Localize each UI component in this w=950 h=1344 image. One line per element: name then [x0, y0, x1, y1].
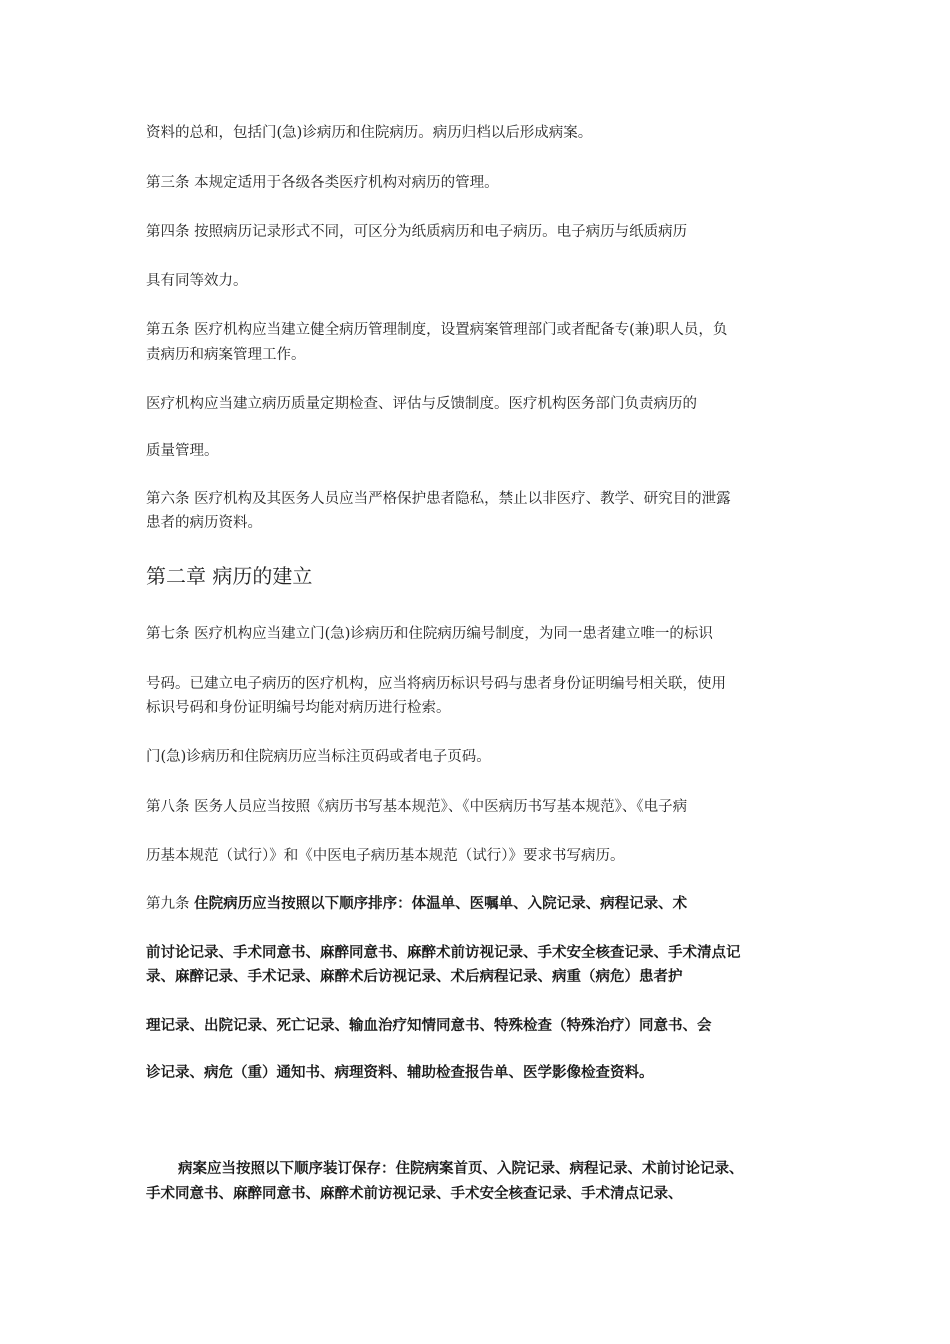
paragraph-line: 质量管理。 — [146, 443, 219, 459]
paragraph-line: 标识号码和身份证明编号均能对病历进行检索。 — [146, 700, 451, 716]
bold-paragraph-line: 病案应当按照以下顺序装订保存：住院病案首页、入院记录、病程记录、术前讨论记录、 — [178, 1160, 744, 1177]
article-9-bold-text: 住院病历应当按照以下顺序排序：体温单、医嘱单、入院记录、病程记录、术 — [194, 895, 688, 912]
paragraph-line: 具有同等效力。 — [146, 273, 248, 289]
article-7-line: 第七条 医疗机构应当建立门(急)诊病历和住院病历编号制度，为同一患者建立唯一的标识 — [146, 626, 713, 642]
article-3-line: 第三条 本规定适用于各级各类医疗机构对病历的管理。 — [146, 175, 499, 191]
article-4-line: 第四条 按照病历记录形式不同，可区分为纸质病历和电子病历。电子病历与纸质病历 — [146, 224, 688, 240]
bold-paragraph-line: 前讨论记录、手术同意书、麻醉同意书、麻醉术前访视记录、手术安全核查记录、手术清点记 — [146, 944, 741, 961]
paragraph-line: 号码。已建立电子病历的医疗机构，应当将病历标识号码与患者身份证明编号相关联，使用 — [146, 676, 726, 692]
article-8-line: 第八条 医务人员应当按照《病历书写基本规范》、《中医病历书写基本规范》、《电子病 — [146, 799, 688, 815]
paragraph-line: 医疗机构应当建立病历质量定期检查、评估与反馈制度。医疗机构医务部门负责病历的 — [146, 396, 697, 412]
article-6-line: 第六条 医疗机构及其医务人员应当严格保护患者隐私，禁止以非医疗、教学、研究目的泄露 — [146, 491, 731, 507]
article-9-line — [146, 893, 810, 915]
paragraph-line: 患者的病历资料。 — [146, 515, 262, 531]
bold-paragraph-line: 手术同意书、麻醉同意书、麻醉术前访视记录、手术安全核查记录、手术清点记录、 — [146, 1185, 683, 1202]
paragraph-line: 资料的总和，包括门(急)诊病历和住院病历。病历归档以后形成病案。 — [146, 125, 593, 141]
paragraph-line: 责病历和病案管理工作。 — [146, 347, 306, 363]
bold-paragraph-line: 录、麻醉记录、手术记录、麻醉术后访视记录、术后病程记录、病重（病危）患者护 — [146, 968, 683, 985]
paragraph-line: 历基本规范（试行）》和《中医电子病历基本规范（试行）》要求书写病历。 — [146, 848, 625, 864]
bold-paragraph-line: 诊记录、病危（重）通知书、病理资料、辅助检查报告单、医学影像检查资料。 — [146, 1064, 654, 1081]
article-5-line: 第五条 医疗机构应当建立健全病历管理制度，设置病案管理部门或者配备专(兼)职人员，负 — [146, 322, 728, 338]
paragraph-line: 门(急)诊病历和住院病历应当标注页码或者电子页码。 — [146, 749, 491, 765]
bold-paragraph-line: 理记录、出院记录、死亡记录、输血治疗知情同意书、特殊检查（特殊治疗）同意书、会 — [146, 1017, 712, 1034]
article-9-prefix: 第九条 — [146, 896, 195, 912]
chapter-heading: 第二章 病历的建立 — [146, 564, 313, 588]
